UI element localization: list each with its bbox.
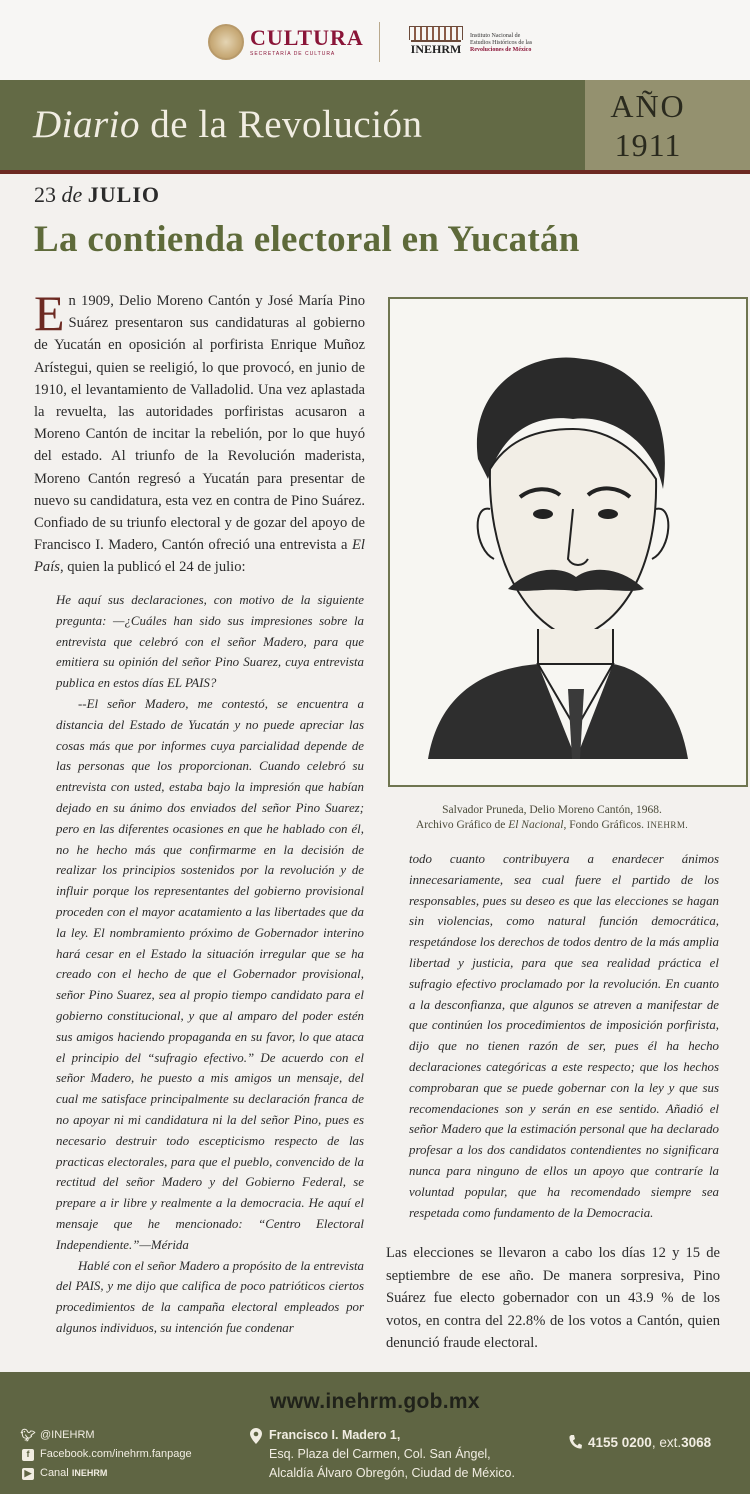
youtube-link[interactable]: ▶ Canal INEHRM [22,1464,192,1483]
quote-paragraph: He aquí sus declaraciones, con motivo de la siguiente pregunta: —¿Cuáles han sido sus impresiones sobre la entrevista que celebró con el señor Madero, para que emitiera su opinión del señor Pino Suarez, cuya entrevista publica en estos días EL PAIS? [56,593,364,691]
youtube-icon: ▶ [22,1468,34,1480]
cultura-wordmark: CULTURA [250,25,364,50]
quote-block-right: todo cuanto contribuyera a enardecer ánimos innecesariamente, sea cual fuere el partido de los responsables, pues su deseo es que las elecciones se hagan sin violencias, como natural función democrática, respetándose los derechos de todos dentro de la más amplia libertad y justicia, para que sea realidad práctica el sufragio efectivo proclamado por la revolución. En cuanto a la desconfianza, que algunos se atreven a manifestar de que continúen los procedimientos de imposición porfirista, dijo que no tienen razón de ser, pues él ha hecho declaraciones categóricas a este respecto; que los hechos comprobaran que se puede gobernar con la ley y que sus recomendaciones son y serán en ese sentido. Añadió el señor Madero que la estimación personal que ha declarado profesar a los dos candidatos contendientes no significara nunca para ninguno de ellos un apoyo que contraríe la voluntad popular, que ha recomendado siempre sea respetada como fundamento de la Democracia. [409,852,719,1220]
article-intro: En 1909, Delio Moreno Cantón y José María Pino Suárez presentaron sus candidaturas al gobierno de Yucatán en oposición al porfirista Enrique Muñoz Arístegui, quien se reeligió, lo que provocó, en junio de 1910, el levantamiento de Valladolid. Una vez aplastada la revuelta, las autoridades porfiristas acusaron a Moreno Cantón de incitar la rebelión, por lo que huyó del estado. Al triunfo de la Revolución maderista, Moreno Cantón regresó a Yucatán para presentar de nuevo su candidatura, esta vez en contra de Pino Suárez. Confiado de su triunfo electoral y de gozar del apoyo de Francisco I. Madero, Cantón ofreció una entrevista a El País, quien la publicó el 24 de julio: [34,285,365,576]
cultura-logo [208,24,364,60]
portrait-frame [388,297,748,787]
facebook-link[interactable]: f Facebook.com/inehrm.fanpage [22,1445,192,1464]
building-icon [406,26,466,56]
drop-cap: E [34,285,65,341]
closing-paragraph: Las elecciones se llevaron a cabo los días 12 y 15 de septiembre de ese año. De manera sorpresiva, Pino Suárez fue electo gobernador con un 43.9 % de los votos, en contra del 22.8% de los votos a Cantón, quien denunció fraude electoral. [386,1245,720,1351]
website-link[interactable]: www.inehrm.gob.mx [270,1390,480,1413]
quote-paragraph: Hablé con el señor Madero a propósito de la entrevista del PAIS, y me dijo que califica de poco patrióticos ciertos procedimientos de la campaña electoral empleados por algunos individuos, su intención fue condenar [56,1258,364,1335]
twitter-link[interactable]: 🐦︎ @INEHRM [20,1428,95,1442]
year-label: AÑO [610,88,686,124]
photo-caption: Salvador Pruneda, Delio Moreno Cantón, 1968. Archivo Gráfico de El Nacional, Fondo Gráficos. INEHRM. [415,804,689,831]
address: Francisco I. Madero 1, Esq. Plaza del Carmen, Col. San Ángel, Alcaldía Álvaro Obregón, Ciudad de México. [250,1426,515,1483]
logo-divider [379,22,380,62]
phone-contact[interactable]: 4155 0200 , ext. 3068 [568,1434,711,1450]
footer [0,1372,750,1494]
portrait-illustration [408,319,708,759]
social-links [22,1426,192,1483]
map-pin-icon [250,1428,262,1444]
quote-paragraph: --El señor Madero, me contestó, se encuentra a distancia del Estado de Yucatán y no puede apreciar las cosas más que por informes cuya parcialidad depende de las personas que los proporcionan. Cuando celebró su entrevista con usted, estaba bajo la impresión que habían dejado en su ánimo dos enviados del señor Pino Suarez; pero en las diferentes ocasiones en que he hablado con él, no he hecho más que confirmarme en la decisión de realizar los principios sostenidos por la revolución y de influir porque los representantes del gobierno provisional proceden con el mayor acatamiento a las libertades que da la ley. El nombramiento próximo de Gobernador interino hará cesar en el Estado la situación irregular que se ha creado con el hecho de que el Gobernador provisional, señor Pino Suarez, sea al propio tiempo candidato para el gobierno constitucional, y que al amparo del poder estén sus amigos haciendo propaganda en su favor, lo que ataca el principio del “sufragio efectivo.” De acuerdo con el señor Madero, he puesto a mis amigos un mensaje, del cual me satisface principalmente su declaración franca de no apoyar ni mi candidatura ni la del señor Pino, pues es necesario destruir todo escepticismo respecto de las practicas electorales, para que el pueblo, convencido de la rectitud del señor Madero y del Gobierno Federal, se prepare a ir libre y realmente a la democracia. He aquí el mensaje que he mencionado: “Centro Electoral Independiente.”—Mérida [56,696,364,1252]
facebook-icon: f [22,1449,34,1461]
quote-block-left [56,590,364,1339]
twitter-icon: 🐦︎ [20,1428,36,1442]
inehrm-short: INEHRM [410,42,462,56]
article-headline: La contienda electoral en Yucatán [34,219,580,260]
banner-rule [0,170,750,174]
phone-icon [568,1434,582,1450]
inehrm-fullname: Instituto Nacional de Estudios Históricos de las Revoluciones de México [470,33,533,53]
national-seal-icon [208,24,244,60]
article-date: 23 de JULIO [34,182,161,207]
header-logos [0,0,750,82]
cultura-subtitle: SECRETARÍA DE CULTURA [250,51,336,57]
inehrm-logo [406,26,532,56]
year-value: 1911 [614,127,682,163]
publication-title: Diario de la Revolución [33,103,423,146]
